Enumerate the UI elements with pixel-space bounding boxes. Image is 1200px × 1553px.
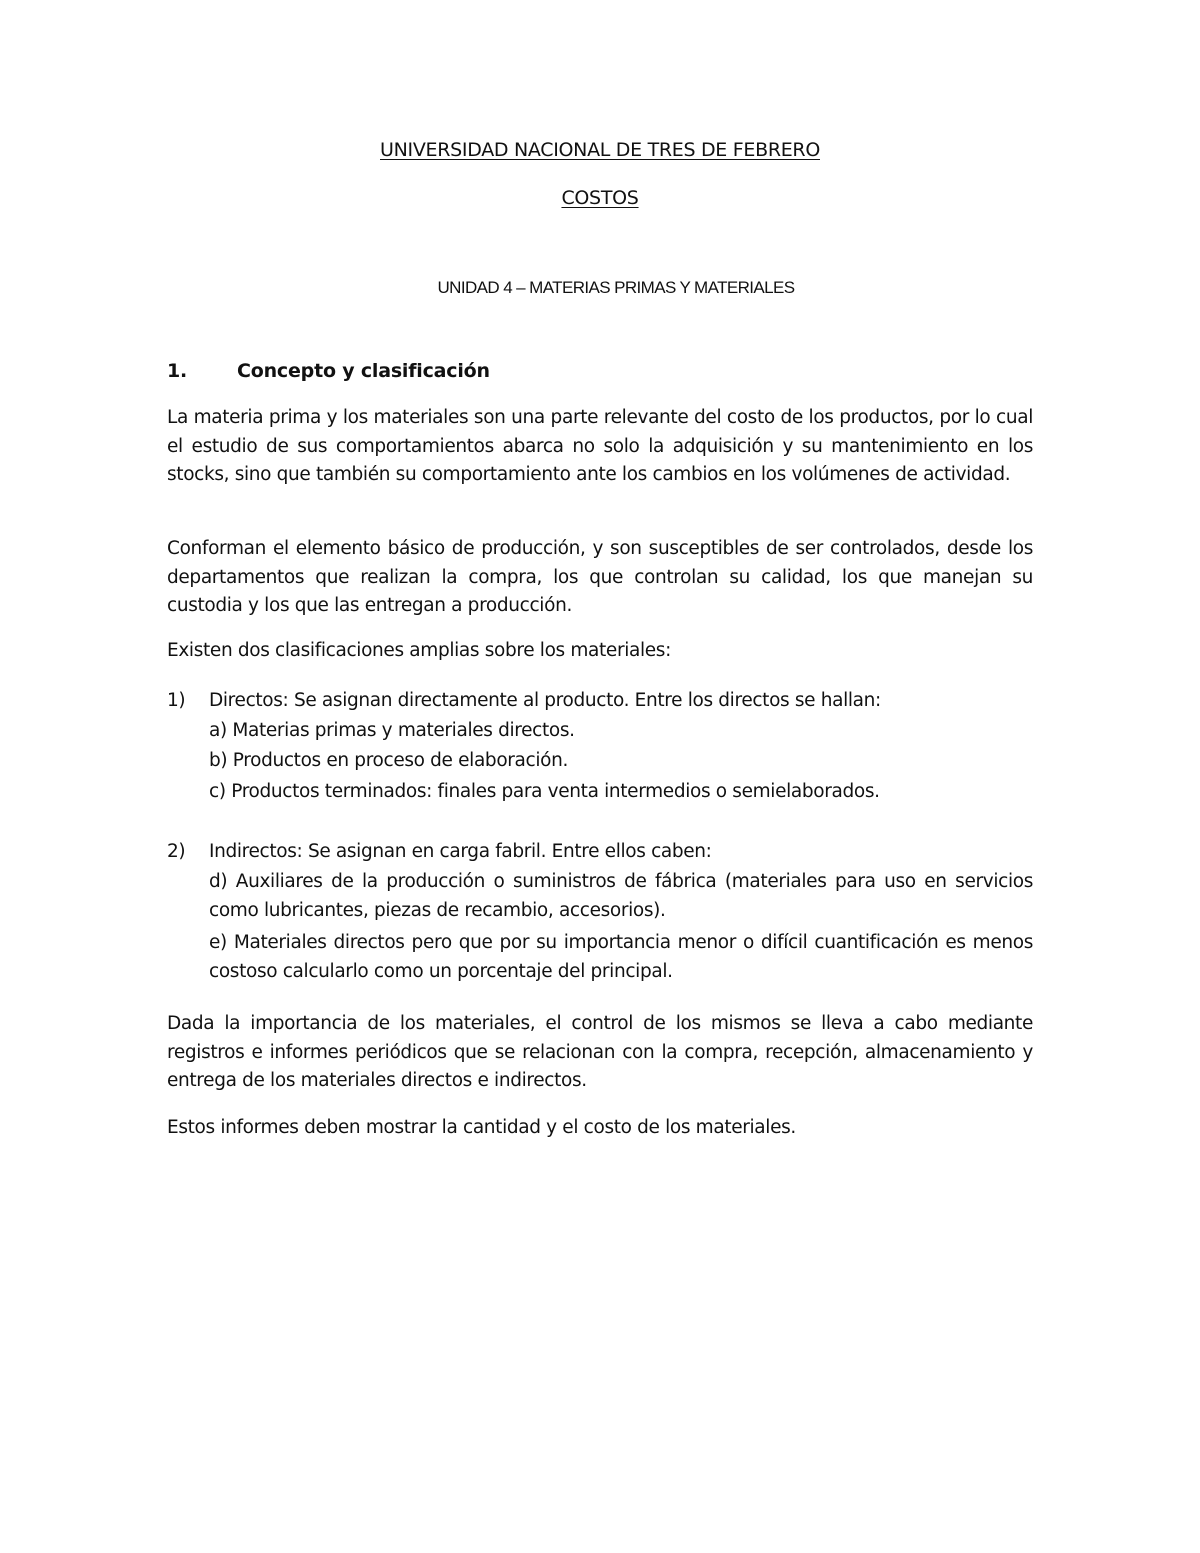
sub-list-item: d) Auxiliares de la producción o suministros de fábrica (materiales para uso en servicios como lubricantes, piezas de recambio, accesorios).	[209, 871, 1033, 921]
paragraph: Conforman el elemento básico de producción, y son susceptibles de ser controlados, desde los departamentos que realizan la compra, los que controlan su calidad, los que manejan su custodia y los que las entregan a producción.	[167, 538, 1033, 616]
list-item-text: Directos: Se asignan directamente al producto. Entre los directos se hallan:	[209, 690, 881, 711]
list-item-text: Indirectos: Se asignan en carga fabril. Entre ellos caben:	[209, 841, 712, 862]
paragraph: Estos informes deben mostrar la cantidad y el costo de los materiales.	[167, 1117, 796, 1138]
sub-list-item: a) Materias primas y materiales directos.	[209, 720, 575, 741]
university-title: UNIVERSIDAD NACIONAL DE TRES DE FEBRERO	[380, 139, 820, 161]
list-item-number: 2)	[167, 841, 186, 862]
list-item-number: 1)	[167, 690, 186, 711]
list-item	[167, 690, 881, 711]
sub-list-item: e) Materiales directos pero que por su importancia menor o difícil cuantificación es menos costoso calcularlo como un porcentaje del principal.	[209, 932, 1033, 982]
paragraph: Existen dos clasificaciones amplias sobre los materiales:	[167, 640, 671, 661]
list-item	[167, 841, 712, 862]
section-title: Concepto y clasificación	[237, 360, 490, 382]
paragraph: La materia prima y los materiales son una parte relevante del costo de los productos, por lo cual el estudio de sus comportamientos abarca no solo la adquisición y su mantenimiento en los stocks, sino que también su comportamiento ante los cambios en los volúmenes de actividad.	[167, 407, 1033, 485]
course-title: COSTOS	[561, 187, 639, 209]
sub-list-item: b) Productos en proceso de elaboración.	[209, 750, 569, 771]
paragraph: Dada la importancia de los materiales, el control de los mismos se lleva a cabo mediante registros e informes periódicos que se relacionan con la compra, recepción, almacenamiento y entrega de los materiales directos e indirectos.	[167, 1013, 1033, 1091]
unit-title: UNIDAD 4 – MATERIAS PRIMAS Y MATERIALES	[437, 278, 795, 297]
section-number: 1.	[167, 360, 188, 382]
section-heading	[167, 360, 490, 382]
sub-list-item: c) Productos terminados: finales para venta intermedios o semielaborados.	[209, 781, 880, 802]
